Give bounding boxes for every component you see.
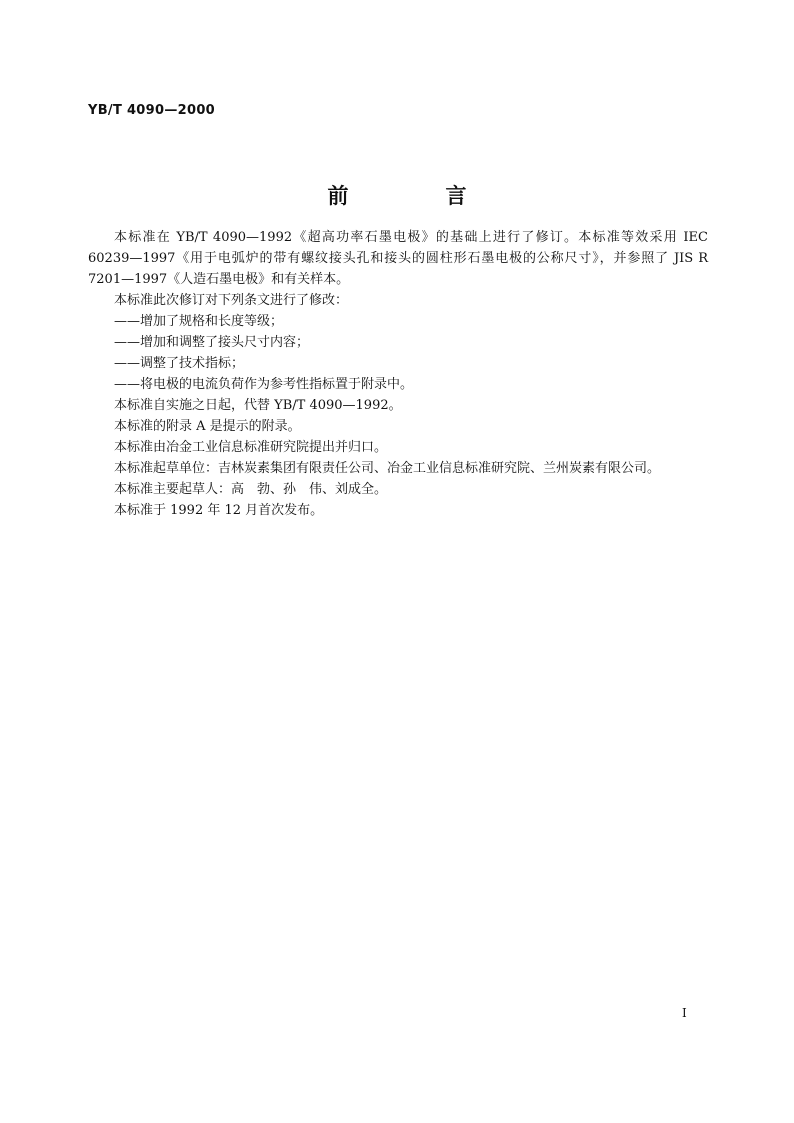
list-item: ——调整了技术指标； — [114, 356, 245, 371]
paragraph-revision-intro: 本标准此次修订对下列条文进行了修改： — [114, 293, 349, 308]
paragraph-proposer: 本标准由冶金工业信息标准研究院提出并归口。 — [114, 440, 388, 455]
paragraph-basis: 本标准在 YB/T 4090—1992《超高功率石墨电极》的基础上进行了修订。本标准等效采用 IEC 60239—1997《用于电弧炉的带有螺纹接头孔和接头的圆柱形石墨电极的公称尺寸》，并参照了 JIS R 7201—1997《人造石墨电极》和有关样本。 — [88, 230, 708, 287]
standard-code: YB/T 4090—2000 — [88, 103, 216, 118]
paragraph-first-release: 本标准于 1992 年 12 月首次发布。 — [114, 503, 324, 518]
paragraph-appendix: 本标准的附录 A 是提示的附录。 — [114, 419, 301, 434]
paragraph-drafters: 本标准主要起草人：高 勃、孙 伟、刘成全。 — [114, 482, 388, 497]
list-item: ——将电极的电流负荷作为参考性指标置于附录中。 — [114, 377, 414, 392]
page-number: I — [682, 1006, 687, 1020]
list-item: ——增加了规格和长度等级； — [114, 314, 284, 329]
paragraph-replacement: 本标准自实施之日起，代替 YB/T 4090—1992。 — [114, 398, 402, 413]
paragraph-drafting-units: 本标准起草单位：吉林炭素集团有限责任公司、冶金工业信息标准研究院、兰州炭素有限公司。 — [114, 461, 661, 476]
foreword-body — [88, 227, 708, 521]
list-item: ——增加和调整了接头尺寸内容； — [114, 335, 310, 350]
page-title: 前 言 — [327, 184, 505, 208]
